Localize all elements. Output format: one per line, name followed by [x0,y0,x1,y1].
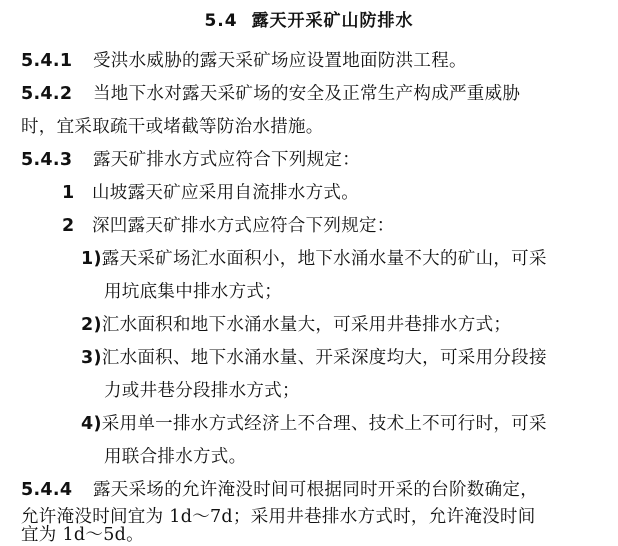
sub-item-text-line-1: 汇水面积、地下水涌水量、开采深度均大，可采用分段接 [101,348,547,368]
sub-item-number: 3) [81,348,102,368]
sub-item-text-line-2: 用联合排水方式。 [104,447,247,467]
clause-text-line-2: 允许淹没时间宜为 1d～7d；采用井巷排水方式时，允许淹没时间 [21,507,536,527]
clause-5-4-2 [21,83,520,105]
clause-5-4-3 [21,149,360,171]
section-heading [0,6,618,31]
item-2 [62,215,395,237]
item-number: 2 [62,216,75,236]
sub-item-text-line-2: 力或井巷分段排水方式； [104,381,300,401]
sub-item-1 [81,248,547,270]
sub-item-text-line-1: 汇水面积和地下水涌水量大，可采用井巷排水方式； [101,315,512,335]
sub-item-text-line-1: 露天采矿场汇水面积小，地下水涌水量不大的矿山，可采 [101,249,547,269]
clause-text-line-1: 当地下水对露天采矿场的安全及正常生产构成严重威胁 [93,84,521,104]
sub-item-3-continuation [104,380,300,402]
sub-item-2 [81,314,511,336]
item-text: 深凹露天矿排水方式应符合下列规定： [92,216,395,236]
sub-item-1-continuation [104,281,282,303]
section-number: 5.4 [204,11,238,31]
clause-text: 受洪水威胁的露天采矿场应设置地面防洪工程。 [93,51,467,71]
clause-number: 5.4.1 [21,51,73,71]
clause-5-4-1 [21,50,467,72]
item-number: 1 [62,183,75,203]
clause-5-4-4 [21,479,538,501]
item-text: 山坡露天矿应采用自流排水方式。 [92,183,359,203]
clause-text-line-1: 露天采场的允许淹没时间可根据同时开采的台阶数确定， [93,480,538,500]
sub-item-number: 1) [81,249,102,269]
clause-text-line-2: 时，宜采取疏干或堵截等防治水措施。 [21,117,324,137]
section-title: 露天开采矿山防排水 [251,11,414,31]
clause-text: 露天矿排水方式应符合下列规定： [93,150,360,170]
sub-item-text-line-2: 用坑底集中排水方式； [104,282,282,302]
sub-item-number: 2) [81,315,102,335]
sub-item-number: 4) [81,414,102,434]
clause-5-4-2-continuation [21,116,324,138]
clause-5-4-4-continuation-2 [21,524,144,546]
sub-item-4 [81,413,547,435]
clause-number: 5.4.2 [21,84,73,104]
clause-number: 5.4.3 [21,150,73,170]
clause-text-line-3: 宜为 1d～5d。 [21,525,144,545]
item-1 [62,182,359,204]
sub-item-3 [81,347,547,369]
clause-number: 5.4.4 [21,480,73,500]
sub-item-4-continuation [104,446,246,468]
sub-item-text-line-1: 采用单一排水方式经济上不合理、技术上不可行时，可采 [101,414,547,434]
